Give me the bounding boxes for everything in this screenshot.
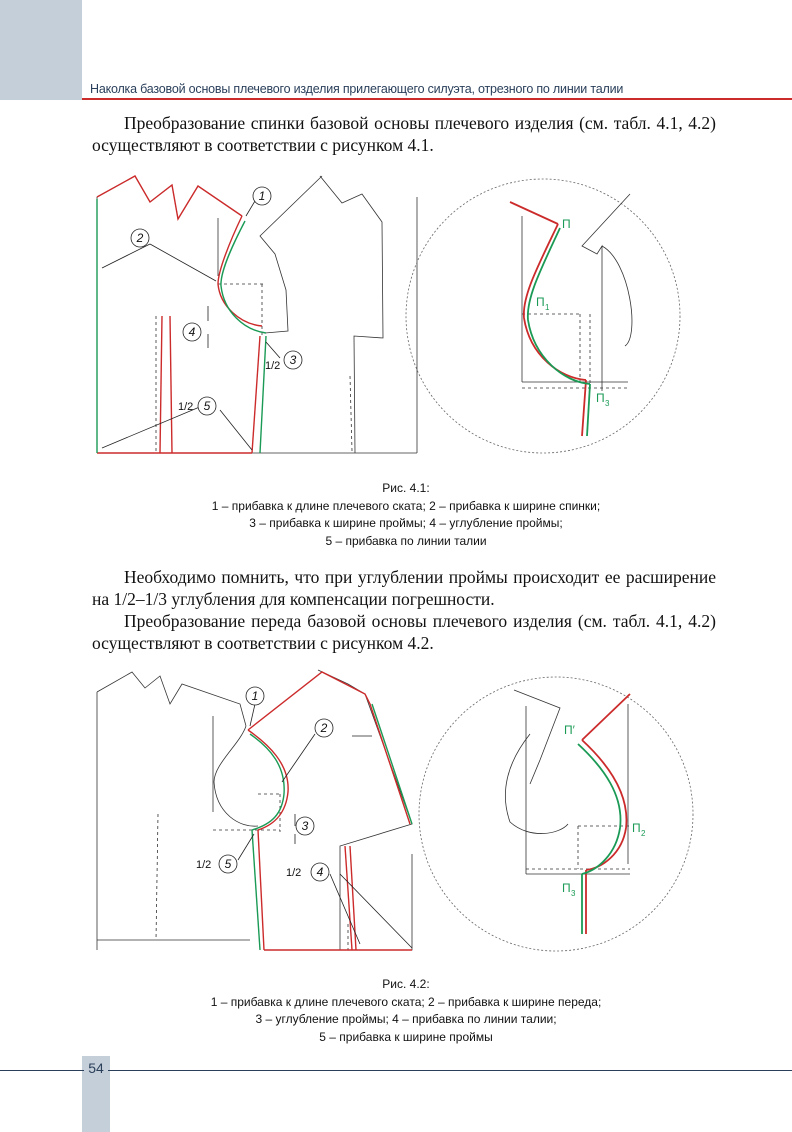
- figure-4-2: [90, 664, 720, 964]
- caption-line-2: 3 – углубление проймы; 4 – прибавка по линии талии;: [255, 1012, 557, 1026]
- zoom-circle: [406, 179, 680, 453]
- running-header: Наколка базовой основы плечевого изделия прилегающего силуэта, отрезного по линии талии: [90, 82, 624, 96]
- front-callout-4: 4: [316, 865, 324, 879]
- front-zoom-label-p2: П: [632, 821, 641, 835]
- front-callout-3: 3: [301, 819, 309, 833]
- figure-4-1: [90, 166, 720, 466]
- front-callout-5: 5: [224, 857, 232, 871]
- zoom-label-p3-sub: 3: [605, 399, 610, 408]
- front-zoom-label-p3-sub: 3: [571, 889, 576, 898]
- front-zoom-label-p-prime: П′: [564, 723, 575, 737]
- zoom-label-p1: П: [536, 295, 545, 309]
- caption-title: Рис. 4.1:: [382, 481, 430, 495]
- page-number: 54: [84, 1060, 108, 1076]
- figure-4-1-caption: [96, 480, 716, 550]
- header-rule: [82, 98, 792, 100]
- figure-4-1-callouts: [131, 187, 302, 415]
- caption-title: Рис. 4.2:: [382, 977, 430, 991]
- front-arrows: [238, 704, 412, 948]
- callout-2: 2: [136, 231, 144, 245]
- caption-line-3: 5 – прибавка по линии талии: [325, 533, 487, 548]
- callout-3: 3: [289, 353, 297, 367]
- caption-line-1: 1 – прибавка к длине плечевого ската; 2 – прибавка к ширине спинки;: [211, 498, 601, 513]
- callout-1: 1: [258, 189, 266, 203]
- front-half-label-4: 1/2: [286, 867, 302, 879]
- front-base-outline: [97, 670, 412, 950]
- paragraph-front: Преобразование переда базовой основы плечевого изделия (см. табл. 4.1, 4.2) осуществляют в соответствии с рисунком 4.2.: [92, 611, 716, 653]
- sidebar-block-top: [0, 0, 82, 100]
- callout-5: 5: [203, 399, 211, 413]
- footer-rule: [0, 1070, 792, 1071]
- front-zoom-label-p3: П: [562, 881, 571, 895]
- half-label-3: 1/2: [265, 360, 281, 372]
- zoom-label-p1-sub: 1: [545, 303, 550, 312]
- figure-4-2-caption: [96, 976, 716, 1046]
- front-zoom-label-p2-sub: 2: [641, 829, 646, 838]
- front-half-label-5: 1/2: [196, 859, 212, 871]
- base-pattern-outline: [97, 176, 417, 453]
- half-label-5: 1/2: [178, 401, 194, 413]
- paragraph-back: Преобразование спинки базовой основы плечевого изделия (см. табл. 4.1, 4.2) осуществляют в соответствии с рисунком 4.1.: [92, 113, 716, 155]
- callout-4: 4: [188, 325, 196, 339]
- caption-line-3: 5 – прибавка к ширине проймы: [319, 1029, 493, 1044]
- front-callout-2: 2: [320, 721, 328, 735]
- caption-line-1: 1 – прибавка к длине плечевого ската; 2 – прибавка к ширине переда;: [210, 994, 602, 1009]
- paragraph-note: Необходимо помнить, что при углублении проймы происходит ее расширение на 1/2–1/3 углубления для компенсации погрешности.: [92, 567, 716, 609]
- figure-4-2-callouts: [219, 687, 333, 881]
- zoom-base-lines: [522, 194, 632, 391]
- caption-line-2: 3 – прибавка к ширине проймы; 4 – углубление проймы;: [249, 516, 563, 530]
- zoom-label-p: П: [562, 217, 571, 231]
- zoom-label-p3: П: [596, 391, 605, 405]
- front-callout-1: 1: [251, 689, 259, 703]
